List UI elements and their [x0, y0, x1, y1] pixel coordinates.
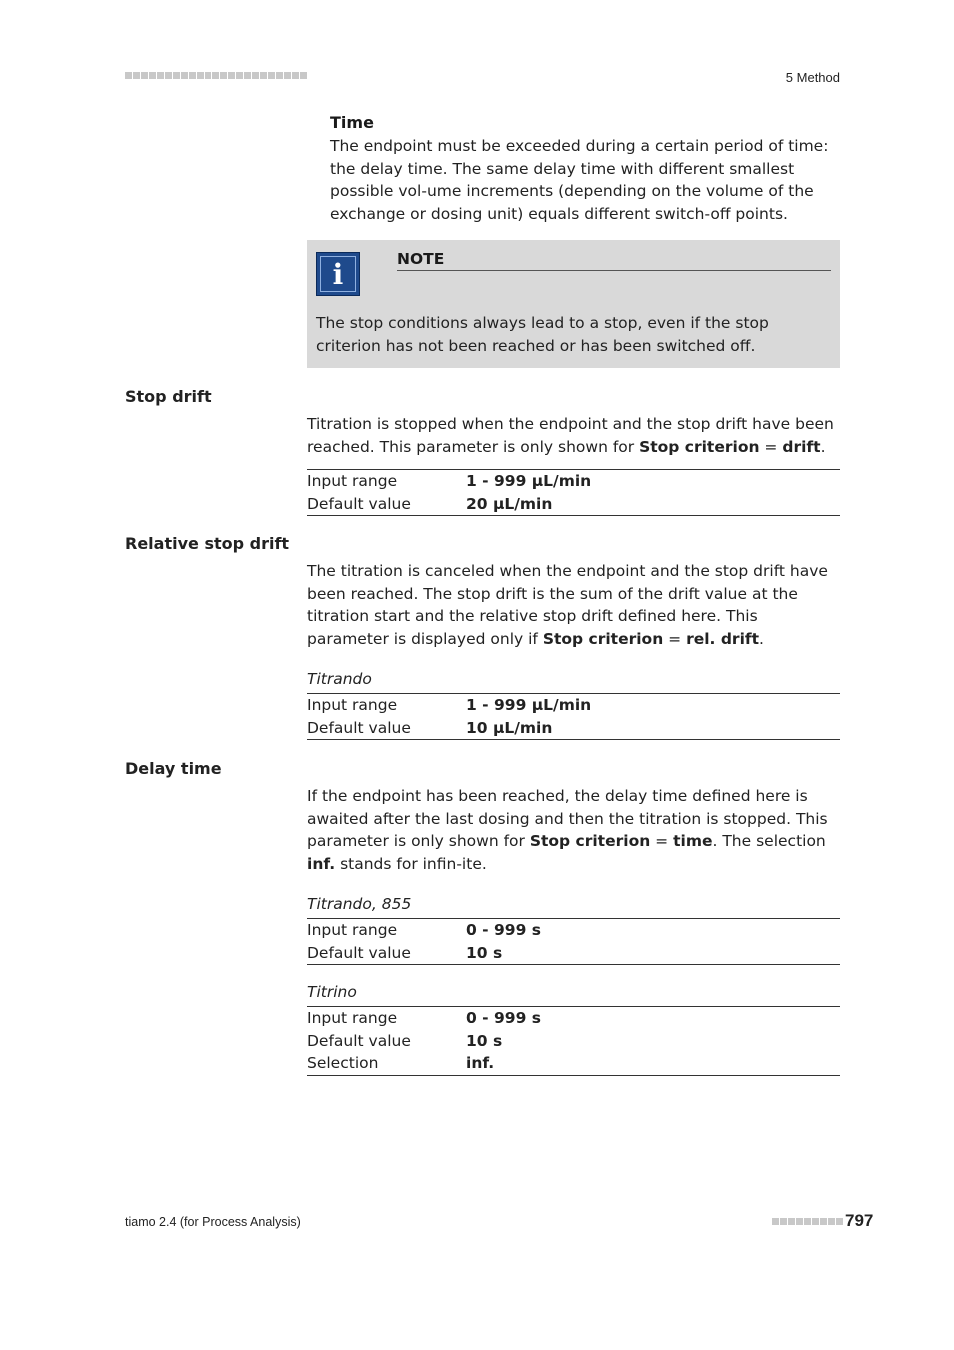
table-row: Default value 10 µL/min	[307, 718, 553, 737]
info-icon: i	[316, 252, 360, 296]
stop-drift-text: Titration is stopped when the endpoint and the stop drift have been reached. This parameter is only shown for Stop criterion = drift.	[307, 415, 834, 456]
note-title: NOTE	[397, 250, 831, 271]
table-caption: Titrando, 855	[307, 895, 412, 913]
stop-drift-table	[307, 469, 840, 516]
footer-product: tiamo 2.4 (for Process Analysis)	[125, 1215, 301, 1229]
note-box	[307, 240, 840, 368]
table-row: Input range 1 - 999 µL/min	[307, 472, 592, 490]
table-row: Default value 10 s	[307, 1031, 503, 1050]
note-text: The stop conditions always lead to a stop, even if the stop criterion has not been reached or has been switched off.	[316, 314, 769, 355]
table-row: Default value 10 s	[307, 943, 503, 962]
delay-time-table-titrando	[307, 918, 840, 965]
table-row: Input range 0 - 999 s	[307, 921, 541, 939]
table-row: Selection inf.	[307, 1054, 495, 1072]
relative-stop-drift-table	[307, 693, 840, 740]
table-row: Input range 0 - 999 s	[307, 1009, 541, 1027]
delay-time-text: If the endpoint has been reached, the delay time defined here is awaited after the last dosing and then the titration is stopped. This parameter is only shown for Stop criterion = time. The selection inf. stands for infin-ite.	[307, 787, 828, 873]
time-text: The endpoint must be exceeded during a certain period of time: the delay time. The same delay time with different smallest possible vol-ume increments (depending on the volume of the exchange or dosing unit) equals different switch-off points.	[330, 137, 829, 223]
table-row: Input range 1 - 999 µL/min	[307, 696, 592, 714]
delay-time-heading: Delay time	[125, 759, 222, 778]
table-caption: Titrino	[307, 983, 357, 1001]
table-caption: Titrando	[307, 670, 372, 688]
stop-drift-heading: Stop drift	[125, 387, 212, 406]
relative-stop-drift-heading: Relative stop drift	[125, 534, 290, 553]
table-row: Default value 20 µL/min	[307, 494, 553, 513]
header-decoration	[125, 72, 307, 79]
header-section: 5 Method	[785, 70, 840, 85]
delay-time-table-titrino	[307, 1006, 840, 1076]
relative-stop-drift-text: The titration is canceled when the endpoint and the stop drift have been reached. The stop drift is the sum of the drift value at the titration start and the relative stop drift defined here. This parameter is displayed only if Stop criterion = rel. drift.	[307, 562, 828, 648]
page-number: 797	[845, 1211, 874, 1230]
time-heading: Time	[330, 113, 374, 132]
footer-decoration	[772, 1218, 843, 1225]
